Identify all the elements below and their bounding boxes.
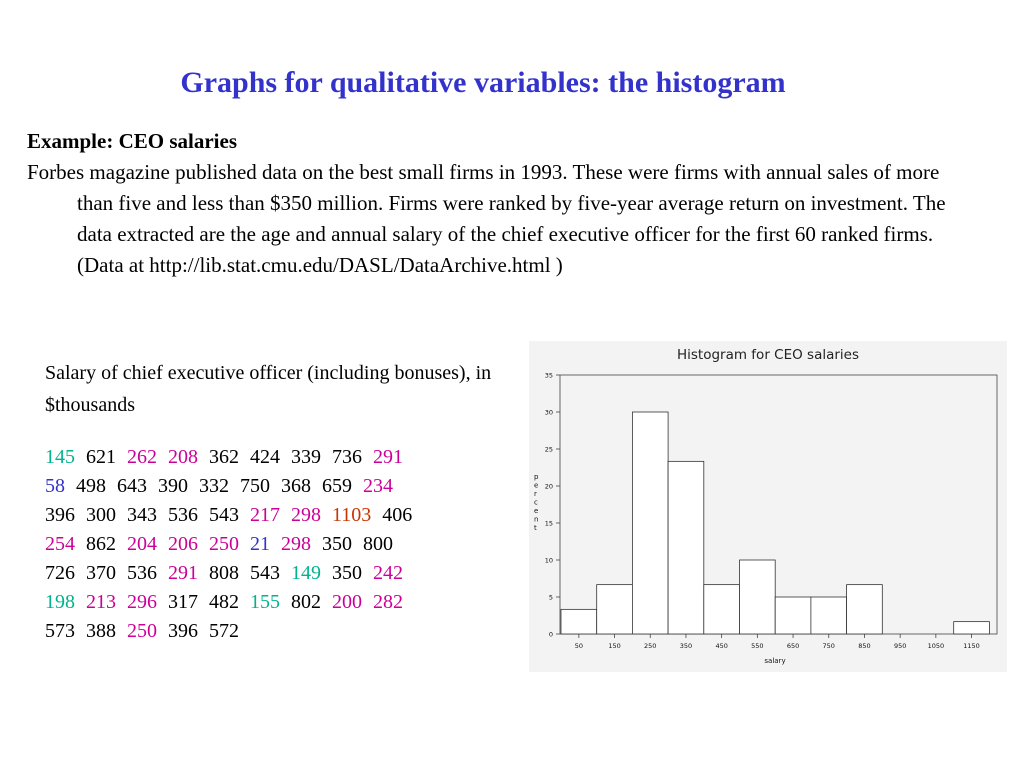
- salary-value: 343: [127, 504, 157, 526]
- y-tick-label: 30: [544, 408, 553, 417]
- histogram-bar: [954, 622, 990, 634]
- salary-value: 726: [45, 562, 75, 584]
- salary-value: 543: [250, 562, 280, 584]
- salary-value: 424: [250, 446, 280, 468]
- histogram-bar: [740, 560, 776, 634]
- salary-value: 498: [76, 475, 106, 497]
- salary-row: [45, 559, 515, 588]
- salary-value: 339: [291, 446, 321, 468]
- x-tick-label: 250: [644, 642, 657, 650]
- histogram-panel: [529, 341, 1007, 672]
- salary-value: 200: [332, 591, 362, 613]
- y-tick-label: 20: [544, 482, 553, 491]
- example-description: Forbes magazine published data on the best small firms in 1993. These were firms with annual sales of more than five and less than $350 million. Firms were ranked by five-year average return on investment. The data extracted are the age and annual salary of the chief executive officer for the first 60 ranked firms. (Data at http://lib.stat.cmu.edu/DASL/DataArchive.html ): [27, 160, 946, 277]
- salary-value: 298: [291, 504, 321, 526]
- histogram-bar: [561, 609, 597, 634]
- salary-value: 536: [127, 562, 157, 584]
- y-tick-label: 0: [548, 630, 553, 639]
- salary-value: 800: [363, 533, 393, 555]
- salary-value: 208: [168, 446, 198, 468]
- salary-value: 573: [45, 620, 75, 642]
- histogram-bar: [668, 461, 704, 634]
- salary-value: 296: [127, 591, 157, 613]
- salary-value: 198: [45, 591, 75, 613]
- salary-value: 643: [117, 475, 147, 497]
- salary-value: 242: [373, 562, 403, 584]
- x-tick-label: 850: [858, 642, 871, 650]
- salary-value: 621: [86, 446, 116, 468]
- salary-value: 370: [86, 562, 116, 584]
- salary-value: 298: [281, 533, 311, 555]
- y-axis-label: p e r c e n t: [534, 473, 539, 532]
- histogram-bar: [632, 412, 668, 634]
- histogram-bar: [811, 597, 847, 634]
- y-tick-label: 15: [544, 519, 553, 528]
- salary-value: 1103: [332, 504, 372, 526]
- salary-value: 543: [209, 504, 239, 526]
- salary-value: 21: [250, 533, 270, 555]
- salary-value: 659: [322, 475, 352, 497]
- salary-value: 536: [168, 504, 198, 526]
- salary-value: 291: [373, 446, 403, 468]
- salary-value: 204: [127, 533, 157, 555]
- salary-value: 862: [86, 533, 116, 555]
- salary-row: [45, 472, 515, 501]
- y-tick-label: 10: [544, 556, 553, 565]
- salary-value: 350: [322, 533, 352, 555]
- x-axis-label: salary: [764, 657, 786, 665]
- histogram-bar: [775, 597, 811, 634]
- salary-value: 250: [127, 620, 157, 642]
- x-tick-label: 1050: [927, 642, 945, 650]
- histogram-bar: [704, 585, 740, 634]
- chart-title: Histogram for CEO salaries: [676, 347, 860, 363]
- salary-value: 750: [240, 475, 270, 497]
- example-heading: Example: CEO salaries: [27, 129, 237, 153]
- salary-row: [45, 617, 515, 646]
- salary-value: 217: [250, 504, 280, 526]
- y-tick-label: 25: [544, 445, 553, 454]
- salary-value: 254: [45, 533, 75, 555]
- salary-value: 572: [209, 620, 239, 642]
- x-tick-label: 350: [679, 642, 693, 650]
- histogram-bar: [847, 585, 883, 634]
- salary-value: 262: [127, 446, 157, 468]
- slide-title: Graphs for qualitative variables: the histogram: [180, 66, 786, 99]
- salary-row: [45, 588, 515, 617]
- salary-value: 213: [86, 591, 116, 613]
- x-tick-label: 1150: [963, 642, 980, 650]
- salary-values: [45, 443, 515, 646]
- salary-value: 406: [382, 504, 413, 526]
- x-tick-label: 50: [574, 642, 583, 650]
- salary-value: 282: [373, 591, 403, 613]
- salary-value: 317: [168, 591, 198, 613]
- salary-value: 155: [250, 591, 280, 613]
- salary-value: 802: [291, 591, 321, 613]
- salary-row: [45, 443, 515, 472]
- salary-value: 234: [363, 475, 393, 497]
- salary-value: 390: [158, 475, 188, 497]
- salary-value: 350: [332, 562, 362, 584]
- y-tick-label: 5: [548, 593, 553, 602]
- salary-value: 149: [291, 562, 321, 584]
- salary-value: 58: [45, 475, 65, 497]
- salary-value: 332: [199, 475, 229, 497]
- x-tick-label: 450: [715, 642, 728, 650]
- salary-value: 250: [209, 533, 239, 555]
- x-tick-label: 950: [893, 642, 907, 650]
- example-block: [27, 126, 977, 281]
- salary-value: 482: [209, 591, 239, 613]
- histogram-bar: [597, 585, 633, 634]
- salary-value: 388: [86, 620, 116, 642]
- salary-value: 736: [332, 446, 362, 468]
- x-tick-label: 150: [608, 642, 621, 650]
- x-tick-label: 650: [786, 642, 800, 650]
- x-tick-label: 750: [822, 642, 835, 650]
- salary-value: 362: [209, 446, 239, 468]
- salary-value: 145: [45, 446, 75, 468]
- salary-data-panel: [45, 357, 515, 646]
- salary-row: [45, 530, 515, 559]
- y-tick-label: 35: [544, 371, 553, 380]
- salary-row: [45, 501, 515, 530]
- salary-value: 396: [45, 504, 75, 526]
- salary-value: 396: [168, 620, 198, 642]
- salary-value: 368: [281, 475, 311, 497]
- salary-value: 300: [86, 504, 116, 526]
- salary-value: 291: [168, 562, 198, 584]
- histogram-chart: [529, 341, 1007, 672]
- salary-value: 808: [209, 562, 239, 584]
- salary-caption: Salary of chief executive officer (including bonuses), in $thousands: [45, 362, 492, 416]
- x-tick-label: 550: [751, 642, 764, 650]
- salary-value: 206: [168, 533, 198, 555]
